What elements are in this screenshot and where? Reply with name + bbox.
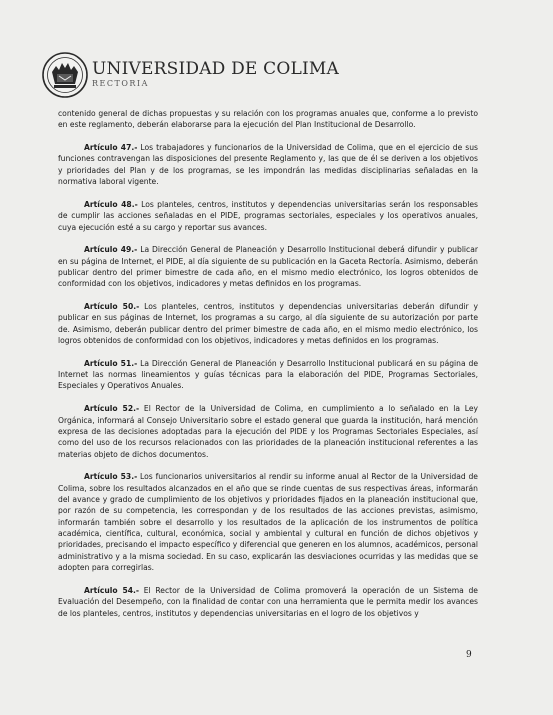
article-paragraph	[58, 199, 478, 233]
paragraph-text: contenido general de dichas propuestas y su relación con los programas anuales que, conforme a lo previsto en este reglamento, deberán elaborarse para la ejecución del Plan Institucional de Desarrollo.	[58, 109, 478, 130]
article-text: Los planteles, centros, institutos y dependencias universitarias serán los responsables de cumplir las acciones señaladas en el PIDE, programas sectoriales, especiales y los operativos anuales, cuya ejecución esté a su cargo y reportar sus avances.	[58, 199, 478, 232]
article-heading: Artículo 54.-	[84, 585, 140, 595]
article-paragraph	[58, 244, 478, 289]
article-heading: Artículo 50.-	[84, 302, 140, 312]
article-text: Los planteles, centros, institutos y dependencias universitarias deberán difundir y publicar en sus páginas de Internet, los programas a su cargo, al día siguiente de su autorización por parte de. Asimismo, deberán publicar dentro del primer bimestre de cada año, en el mismo medio electrónico, los logros obtenidos de conformidad con los objetivos, indicadores y metas definidos en los programas.	[58, 302, 478, 346]
article-paragraph	[58, 471, 478, 573]
article-text: La Dirección General de Planeación y Desarrollo Institucional publicará en su página de Internet las normas lineamientos y guías técnicas para la elaboración del PIDE, Programas Sectoriales, Especiales y Operativos Anuales.	[58, 358, 478, 391]
article-text: Los trabajadores y funcionarios de la Universidad de Colima, que en el ejercicio de sus funciones contravengan las disposiciones del presente Reglamento y, las que de él se deriven a los objetivos y prioridades del Plan y de los programas, se les impondrán las medidas disciplinarias señaladas en la normativa laboral vigente.	[58, 143, 478, 187]
article-heading: Artículo 51.-	[84, 358, 138, 368]
article-text: El Rector de la Universidad de Colima promoverá la operación de un Sistema de Evaluación del Desempeño, con la finalidad de contar con una herramienta que le permita medir los avances de los planteles, centros, institutos y dependencias universitarias en el logro de los objetivos y	[58, 585, 478, 618]
article-paragraph	[58, 301, 478, 346]
article-heading: Artículo 48.-	[84, 199, 138, 209]
document-body	[58, 108, 478, 630]
article-text: La Dirección General de Planeación y Desarrollo Institucional deberá difundir y publicar en su página de Internet, el PIDE, al día siguiente de su publicación en la Gaceta Rectoría. Asimismo, deberán publicar dentro del primer bimestre de cada año, en el mismo medio electrónico, los logros obtenidos de conformidad con los objetivos, indicadores y metas definidos en los programas.	[58, 245, 478, 289]
university-seal-icon	[42, 52, 88, 98]
article-paragraph	[58, 585, 478, 619]
article-heading: Artículo 47.-	[84, 143, 138, 153]
article-paragraph	[58, 358, 478, 392]
article-paragraph	[58, 142, 478, 187]
paragraph	[58, 108, 478, 131]
university-name: UNIVERSIDAD DE COLIMA	[92, 58, 339, 79]
article-heading: Artículo 53.-	[84, 472, 138, 482]
page-number: 9	[466, 650, 472, 660]
article-paragraph	[58, 403, 478, 460]
letterhead	[42, 52, 339, 98]
article-heading: Artículo 49.-	[84, 245, 138, 255]
article-text: Los funcionarios universitarios al rendir su informe anual al Rector de la Universidad de Colima, sobre los resultados alcanzados en el año que se rinde cuentas de sus respectivas áreas, informarán del avance y grado de cumplimiento de los objetivos y prioridades fijados en la planeación institucional que, por razón de su competencia, les correspondan y de los resultados de las acciones previstas, asimismo, informarán también sobre el desarrollo y los resultados de la aplicación de los instrumentos de política académica, científica, cultural, económica, social y ambiental y cultural en función de dichos objetivos y prioridades, precisando el impacto específico y diferencial que generen en los alumnos, académicos, personal administrativo y a la misma sociedad. En su caso, explicarán las desviaciones ocurridas y las medidas que se adopten para corregirlas.	[58, 472, 478, 573]
article-text: El Rector de la Universidad de Colima, en cumplimiento a lo señalado en la Ley Orgánica, informará al Consejo Universitario sobre el estado general que guarda la institución, hará mención expresa de las decisiones adoptadas para la ejecución del PIDE y los Programas Sectoriales Especiales, así como del uso de los recursos relacionados con las prioridades de la planeación institucional referentes a las materias objeto de dichos documentos.	[58, 404, 478, 459]
department-name: RECTORIA	[92, 78, 149, 88]
article-heading: Artículo 52.-	[84, 404, 140, 414]
